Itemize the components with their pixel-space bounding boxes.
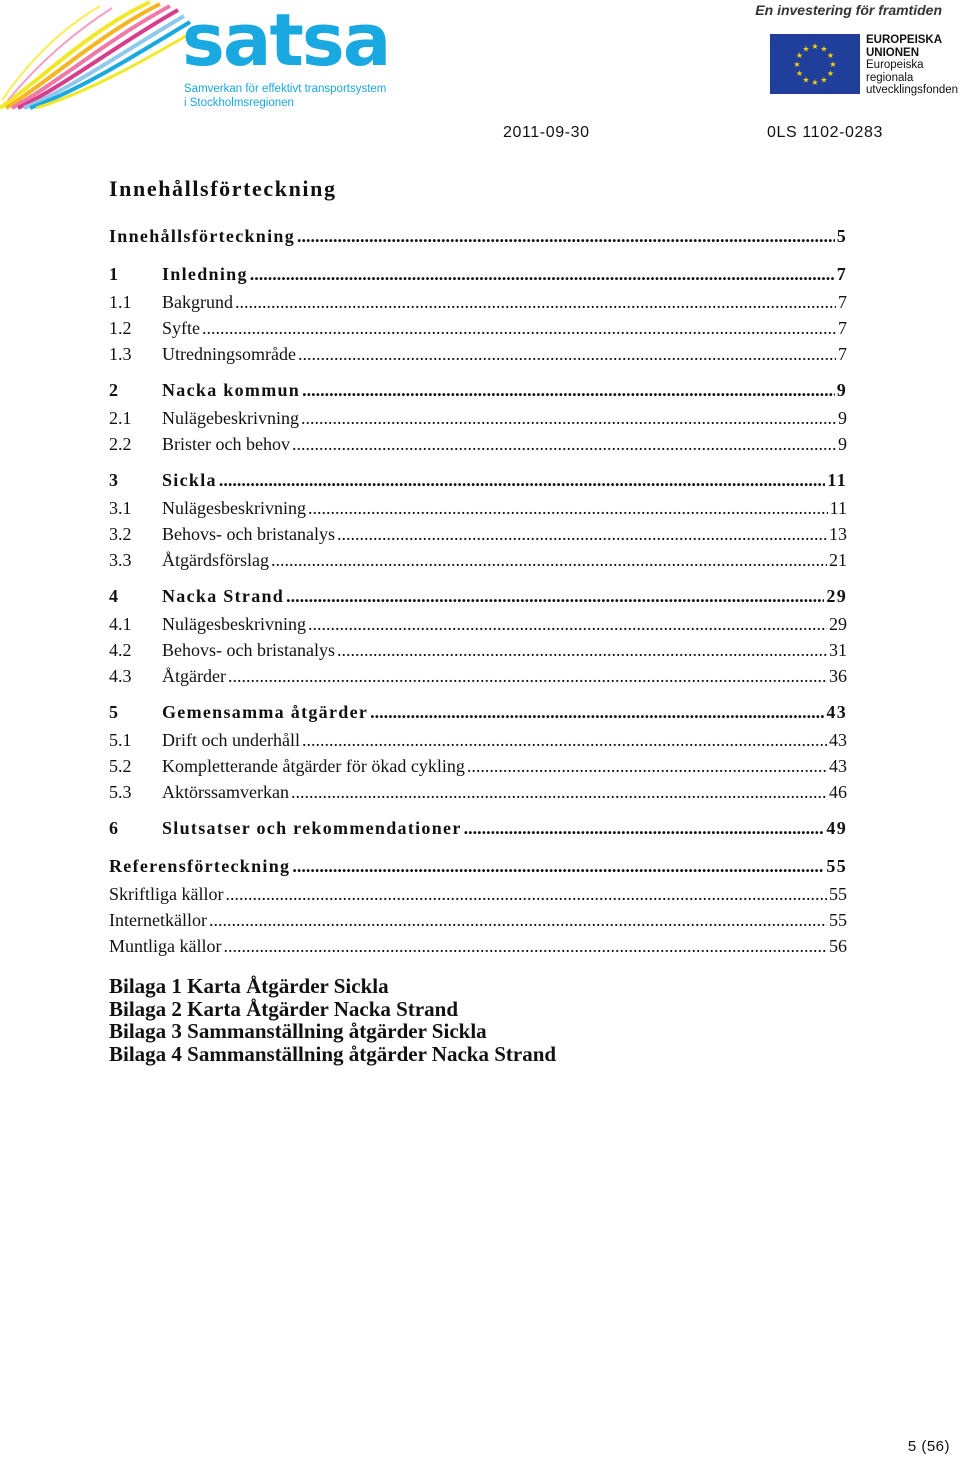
eu-tagline: En investering för framtiden [755, 2, 942, 18]
toc-entry-label: Nulägebeskrivning [162, 408, 299, 428]
toc-entry-label: Åtgärder [162, 666, 226, 686]
toc-entry-number: 3.1 [109, 498, 132, 518]
toc-entry-number: 4.1 [109, 614, 132, 634]
toc-entry-page: 29 [829, 614, 847, 634]
toc-entry-label: Innehållsförteckning [109, 226, 296, 246]
toc-leader-dots [235, 292, 836, 313]
toc-entry-label: Inledning [162, 264, 248, 284]
toc-entry-page: 9 [838, 408, 847, 428]
toc-entry[interactable] [109, 702, 847, 730]
svg-text:★: ★ [826, 51, 835, 60]
svg-text:★: ★ [802, 44, 810, 54]
toc-entry[interactable] [109, 782, 847, 808]
toc-entry-label: Referensförteckning [109, 856, 291, 876]
svg-text:★: ★ [811, 78, 819, 87]
toc-leader-dots [271, 550, 827, 571]
satsa-subline-2: i Stockholmsregionen [184, 97, 294, 109]
toc-leader-dots [250, 264, 835, 285]
svg-text:★: ★ [795, 51, 804, 60]
appendix-item: Bilaga 4 Sammanställning åtgärder Nacka Strand [109, 1041, 557, 1066]
toc-entry[interactable] [109, 884, 847, 910]
appendix-item: Bilaga 1 Karta Åtgärder Sickla [109, 974, 389, 998]
toc-entry-page: 56 [829, 936, 847, 956]
toc-entry-number: 5 [109, 702, 120, 722]
toc-entry[interactable] [109, 226, 847, 254]
toc-entry-number: 1.3 [109, 344, 132, 364]
toc-entry-label: Nacka kommun [162, 380, 301, 400]
toc-leader-dots [337, 524, 827, 545]
eu-line-2: UNIONEN [866, 46, 920, 59]
toc-entry-label: Behovs- och bristanalys [162, 640, 335, 660]
svg-text:★: ★ [795, 69, 804, 78]
toc-entry-label: Nulägesbeskrivning [162, 498, 306, 518]
svg-text:★: ★ [829, 60, 837, 69]
toc-entry[interactable] [109, 470, 847, 498]
page-number: 5 (56) [907, 1438, 950, 1455]
toc-entry-label: Kompletterande åtgärder för ökad cykling [162, 756, 465, 776]
toc-entry-label: Åtgärdsförslag [162, 550, 269, 570]
toc-entry[interactable] [109, 586, 847, 614]
toc-entry-page: 7 [838, 318, 847, 338]
toc-entry-label: Bakgrund [162, 292, 233, 312]
appendix-list [109, 975, 556, 1065]
toc-entry[interactable] [109, 730, 847, 756]
toc-entry[interactable] [109, 408, 847, 434]
toc-leader-dots [202, 318, 836, 339]
toc-entry-label: Internetkällor [109, 910, 207, 930]
toc-entry-label: Behovs- och bristanalys [162, 524, 335, 544]
toc-leader-dots [228, 666, 827, 687]
toc-entry-page: 9 [836, 380, 847, 400]
toc-entry-label: Slutsatser och rekommendationer [162, 818, 462, 838]
eu-line-4: regionala [866, 71, 914, 84]
toc-entry-page: 29 [826, 586, 847, 606]
svg-text:★: ★ [820, 75, 828, 85]
eu-line-1: EUROPEISKA [866, 34, 943, 46]
toc-entry-page: 43 [829, 730, 847, 750]
toc-entry-page: 55 [826, 856, 847, 876]
toc-entry-number: 3 [109, 470, 120, 490]
toc-entry-label: Muntliga källor [109, 936, 222, 956]
toc-entry-number: 5.2 [109, 756, 132, 776]
toc-entry-number: 4.2 [109, 640, 132, 660]
svg-text:★: ★ [802, 75, 810, 85]
toc-entry-page: 7 [838, 344, 847, 364]
eu-fund-text [866, 34, 958, 97]
toc-entry-page: 55 [829, 910, 847, 930]
toc-leader-dots [297, 226, 835, 247]
toc-entry-label: Skriftliga källor [109, 884, 224, 904]
appendix-item: Bilaga 2 Karta Åtgärder Nacka Strand [109, 996, 459, 1021]
toc-entry-number: 2 [109, 380, 120, 400]
toc-leader-dots [467, 756, 827, 777]
toc-entry-page: 9 [838, 434, 847, 454]
toc-entry-number: 3.2 [109, 524, 132, 544]
toc-entry-page: 21 [829, 550, 847, 570]
toc-entry-page: 5 [836, 226, 847, 246]
toc-entry-label: Gemensamma åtgärder [162, 702, 369, 722]
satsa-wordmark: satsa [182, 0, 390, 82]
toc-entry[interactable] [109, 550, 847, 576]
toc-entry[interactable] [109, 380, 847, 408]
toc-entry-page: 49 [826, 818, 847, 838]
toc-entry-number: 1.1 [109, 292, 132, 312]
toc-entry-label: Utredningsområde [162, 344, 296, 364]
toc-entry[interactable] [109, 666, 847, 692]
toc-entry[interactable] [109, 292, 847, 318]
toc-leader-dots [219, 470, 826, 491]
toc-entry-page: 43 [829, 756, 847, 776]
toc-entry[interactable] [109, 318, 847, 344]
toc-leader-dots [298, 344, 836, 365]
toc-entry[interactable] [109, 614, 847, 640]
page-title: Innehållsförteckning [109, 176, 337, 201]
toc-leader-dots [292, 434, 836, 455]
toc-leader-dots [308, 498, 828, 519]
toc-entry[interactable] [109, 344, 847, 370]
toc-leader-dots [223, 936, 827, 957]
toc-entry-page: 36 [829, 666, 847, 686]
document-reference: 0LS 1102-0283 [767, 124, 884, 141]
toc-entry-page: 13 [829, 524, 847, 544]
toc-entry[interactable] [109, 498, 847, 524]
document-date: 2011-09-30 [503, 124, 590, 141]
toc-entry-label: Sickla [162, 470, 217, 490]
appendix-item: Bilaga 3 Sammanställning åtgärder Sickla [109, 1019, 487, 1043]
toc-entry-number: 2.2 [109, 434, 132, 454]
svg-text:★: ★ [820, 44, 828, 54]
toc-entry-label: Brister och behov [162, 434, 290, 454]
toc-entry[interactable] [109, 264, 847, 292]
eu-flag-icon [770, 34, 860, 94]
toc-entry[interactable] [109, 936, 847, 962]
toc-entry[interactable] [109, 524, 847, 550]
eu-line-5: utvecklingsfonden [866, 84, 959, 96]
satsa-logo [0, 0, 400, 115]
toc-entry[interactable] [109, 434, 847, 460]
toc-entry-number: 2.1 [109, 408, 132, 428]
svg-text:★: ★ [793, 60, 801, 69]
toc-leader-dots [308, 614, 827, 635]
toc-leader-dots [209, 910, 827, 931]
toc-leader-dots [301, 408, 836, 429]
toc-entry-number: 1 [109, 264, 120, 284]
toc-leader-dots [302, 730, 827, 751]
toc-entry[interactable] [109, 818, 847, 846]
satsa-ribbon-graphic [0, 0, 200, 115]
svg-text:★: ★ [826, 69, 835, 78]
toc-entry-page: 46 [829, 782, 847, 802]
toc-entry-page: 7 [836, 264, 847, 284]
toc-entry-label: Aktörssamverkan [162, 782, 289, 802]
toc-entry-label: Nacka Strand [162, 586, 285, 606]
toc-leader-dots [291, 782, 827, 803]
toc-entry-number: 1.2 [109, 318, 132, 338]
toc-entry-page: 11 [829, 498, 847, 518]
toc-leader-dots [464, 818, 825, 839]
satsa-subline-1: Samverkan för effektivt transportsystem [184, 83, 387, 95]
toc-leader-dots [292, 856, 824, 877]
toc-entry-page: 7 [838, 292, 847, 312]
table-of-contents [109, 226, 847, 962]
toc-leader-dots [302, 380, 835, 401]
svg-text:★: ★ [811, 42, 819, 51]
toc-leader-dots [337, 640, 827, 661]
toc-entry-page: 55 [829, 884, 847, 904]
toc-entry-page: 11 [827, 470, 847, 490]
toc-entry-label: Syfte [162, 318, 200, 338]
toc-entry-label: Nulägesbeskrivning [162, 614, 306, 634]
toc-entry-number: 3.3 [109, 550, 132, 570]
toc-entry-page: 31 [829, 640, 847, 660]
toc-entry[interactable] [109, 856, 847, 884]
toc-leader-dots [225, 884, 827, 905]
toc-entry[interactable] [109, 910, 847, 936]
toc-entry-page: 43 [826, 702, 847, 722]
toc-leader-dots [370, 702, 824, 723]
toc-leader-dots [286, 586, 824, 607]
toc-entry-number: 4.3 [109, 666, 132, 686]
toc-entry[interactable] [109, 756, 847, 782]
toc-entry-number: 4 [109, 586, 120, 606]
toc-entry-number: 6 [109, 818, 120, 838]
toc-entry-number: 5.3 [109, 782, 132, 802]
toc-entry-label: Drift och underhåll [162, 730, 300, 750]
toc-entry-number: 5.1 [109, 730, 132, 750]
eu-line-3: Europeiska [866, 59, 924, 71]
toc-entry[interactable] [109, 640, 847, 666]
